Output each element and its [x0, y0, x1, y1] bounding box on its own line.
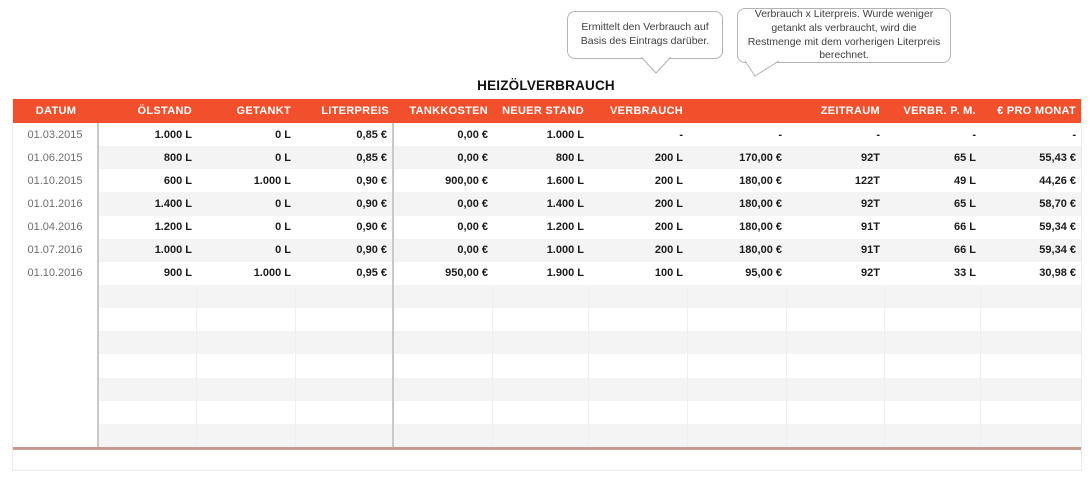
cell-oelstand[interactable]: 900 L [99, 262, 197, 285]
cell-zeitraum[interactable]: 91T [787, 216, 885, 239]
cell-getankt[interactable]: 0 L [197, 123, 296, 146]
cell-literpreis[interactable]: 0,90 € [296, 239, 394, 262]
empty-cell-zeitraum[interactable] [787, 331, 885, 354]
empty-cell-oelstand[interactable] [99, 424, 197, 447]
cell-eur-pro-monat[interactable]: 59,34 € [981, 216, 1081, 239]
cell-neuer-stand[interactable]: 800 L [493, 146, 589, 169]
empty-cell-literpreis[interactable] [296, 354, 394, 377]
empty-cell-verbrauch[interactable] [589, 308, 688, 331]
empty-cell-datum[interactable] [13, 378, 99, 401]
empty-cell-tankkosten[interactable] [394, 354, 493, 377]
empty-cell-getankt[interactable] [197, 424, 296, 447]
cell-verbrauch[interactable]: 200 L [589, 169, 688, 192]
footer-cell[interactable] [13, 450, 1081, 470]
col-header-literpreis[interactable]: LITERPREIS [296, 99, 394, 123]
empty-cell-verbrauch-eur[interactable] [688, 285, 787, 308]
cell-tankkosten[interactable]: 0,00 € [394, 192, 493, 215]
empty-cell-neuer-stand[interactable] [493, 401, 589, 424]
cell-datum[interactable]: 01.10.2016 [13, 262, 99, 285]
table-row [13, 169, 1081, 192]
empty-cell-neuer-stand[interactable] [493, 378, 589, 401]
empty-cell-zeitraum[interactable] [787, 308, 885, 331]
cell-getankt[interactable]: 1.000 L [197, 262, 296, 285]
empty-cell-zeitraum[interactable] [787, 378, 885, 401]
empty-cell-verbrauch-eur[interactable] [688, 378, 787, 401]
empty-cell-zeitraum[interactable] [787, 354, 885, 377]
empty-cell-verbr-p-m[interactable] [885, 308, 981, 331]
empty-cell-verbrauch-eur[interactable] [688, 424, 787, 447]
empty-cell-literpreis[interactable] [296, 331, 394, 354]
empty-cell-tankkosten[interactable] [394, 331, 493, 354]
cell-tankkosten[interactable]: 900,00 € [394, 169, 493, 192]
empty-cell-verbrauch[interactable] [589, 424, 688, 447]
empty-cell-verbrauch-eur[interactable] [688, 354, 787, 377]
empty-cell-verbrauch[interactable] [589, 354, 688, 377]
cell-oelstand[interactable]: 800 L [99, 146, 197, 169]
empty-cell-getankt[interactable] [197, 308, 296, 331]
cell-literpreis[interactable]: 0,85 € [296, 146, 394, 169]
empty-cell-tankkosten[interactable] [394, 424, 493, 447]
table-title: HEIZÖLVERBRAUCH [477, 78, 615, 93]
cell-verbr-p-m[interactable]: 33 L [885, 262, 981, 285]
table-row [13, 262, 1081, 285]
cell-datum[interactable]: 01.06.2015 [13, 146, 99, 169]
empty-cell-verbr-p-m[interactable] [885, 378, 981, 401]
cell-neuer-stand[interactable]: 1.200 L [493, 216, 589, 239]
col-header-verbrauch[interactable]: VERBRAUCH [589, 99, 688, 123]
empty-cell-literpreis[interactable] [296, 308, 394, 331]
header-row [13, 99, 1081, 123]
cell-getankt[interactable]: 0 L [197, 216, 296, 239]
empty-cell-eur-pro-monat[interactable] [981, 308, 1081, 331]
empty-cell-datum[interactable] [13, 401, 99, 424]
empty-cell-verbr-p-m[interactable] [885, 424, 981, 447]
cell-zeitraum[interactable]: 92T [787, 192, 885, 215]
empty-cell-datum[interactable] [13, 424, 99, 447]
empty-cell-oelstand[interactable] [99, 401, 197, 424]
cell-tankkosten[interactable]: 0,00 € [394, 216, 493, 239]
cell-datum[interactable]: 01.04.2016 [13, 216, 99, 239]
empty-row [13, 285, 1081, 308]
empty-cell-verbr-p-m[interactable] [885, 401, 981, 424]
cell-verbr-p-m[interactable]: 49 L [885, 169, 981, 192]
cell-getankt[interactable]: 0 L [197, 192, 296, 215]
col-header-oelstand[interactable]: ÖLSTAND [99, 99, 197, 123]
empty-row [13, 424, 1081, 447]
table-body [13, 123, 1081, 470]
cell-verbrauch-eur[interactable]: 180,00 € [688, 192, 787, 215]
empty-cell-tankkosten[interactable] [394, 285, 493, 308]
empty-cell-getankt[interactable] [197, 354, 296, 377]
cell-oelstand[interactable]: 1.000 L [99, 123, 197, 146]
cell-verbrauch-eur[interactable]: 95,00 € [688, 262, 787, 285]
footer-row [13, 450, 1081, 470]
cell-verbrauch[interactable]: 200 L [589, 216, 688, 239]
cell-getankt[interactable]: 1.000 L [197, 169, 296, 192]
cell-literpreis[interactable]: 0,95 € [296, 262, 394, 285]
cell-datum[interactable]: 01.03.2015 [13, 123, 99, 146]
cell-oelstand[interactable]: 1.200 L [99, 216, 197, 239]
col-header-datum[interactable]: DATUM [13, 99, 99, 123]
empty-cell-getankt[interactable] [197, 378, 296, 401]
cell-verbrauch-eur[interactable]: 170,00 € [688, 146, 787, 169]
empty-cell-verbr-p-m[interactable] [885, 285, 981, 308]
empty-cell-eur-pro-monat[interactable] [981, 285, 1081, 308]
cell-verbr-p-m[interactable]: 66 L [885, 216, 981, 239]
col-header-getankt[interactable]: GETANKT [197, 99, 296, 123]
col-header-verbrauch-eur[interactable] [688, 99, 787, 123]
cell-verbrauch[interactable]: 200 L [589, 192, 688, 215]
heizoel-table [12, 99, 1082, 471]
cell-neuer-stand[interactable]: 1.400 L [493, 192, 589, 215]
empty-cell-datum[interactable] [13, 308, 99, 331]
col-header-zeitraum[interactable]: ZEITRAUM [787, 99, 885, 123]
cell-zeitraum[interactable]: 91T [787, 239, 885, 262]
empty-cell-datum[interactable] [13, 331, 99, 354]
cell-literpreis[interactable]: 0,90 € [296, 192, 394, 215]
col-header-verbr-p-m[interactable]: VERBR. P. M. [885, 99, 981, 123]
cell-getankt[interactable]: 0 L [197, 146, 296, 169]
cell-eur-pro-monat[interactable]: 59,34 € [981, 239, 1081, 262]
table-row [13, 123, 1081, 146]
empty-cell-verbrauch[interactable] [589, 285, 688, 308]
empty-cell-zeitraum[interactable] [787, 424, 885, 447]
cell-datum[interactable]: 01.07.2016 [13, 239, 99, 262]
empty-row [13, 401, 1081, 424]
cell-verbrauch-eur[interactable]: 180,00 € [688, 239, 787, 262]
empty-cell-eur-pro-monat[interactable] [981, 401, 1081, 424]
cell-tankkosten[interactable]: 950,00 € [394, 262, 493, 285]
cell-datum[interactable]: 01.10.2015 [13, 169, 99, 192]
cell-tankkosten[interactable]: 0,00 € [394, 239, 493, 262]
empty-cell-neuer-stand[interactable] [493, 331, 589, 354]
empty-cell-literpreis[interactable] [296, 424, 394, 447]
empty-cell-literpreis[interactable] [296, 285, 394, 308]
cell-oelstand[interactable]: 1.400 L [99, 192, 197, 215]
empty-cell-neuer-stand[interactable] [493, 308, 589, 331]
empty-cell-literpreis[interactable] [296, 401, 394, 424]
cell-verbrauch[interactable]: 100 L [589, 262, 688, 285]
cell-literpreis[interactable]: 0,85 € [296, 123, 394, 146]
empty-cell-oelstand[interactable] [99, 308, 197, 331]
cell-literpreis[interactable]: 0,90 € [296, 169, 394, 192]
empty-cell-eur-pro-monat[interactable] [981, 424, 1081, 447]
cell-eur-pro-monat[interactable]: 55,43 € [981, 146, 1081, 169]
cell-tankkosten[interactable]: 0,00 € [394, 123, 493, 146]
cell-neuer-stand[interactable]: 1.600 L [493, 169, 589, 192]
empty-cell-zeitraum[interactable] [787, 285, 885, 308]
cell-datum[interactable]: 01.01.2016 [13, 192, 99, 215]
tooltip-tail-down-icon [640, 56, 672, 74]
empty-cell-getankt[interactable] [197, 401, 296, 424]
tooltip-kosten-text: Verbrauch x Literpreis. Wurde weniger getankt als verbraucht, wird die Restmenge mit dem vorherigen Literpreis berechnet. [747, 7, 941, 62]
cell-verbr-p-m[interactable]: 66 L [885, 239, 981, 262]
cell-verbr-p-m[interactable]: 65 L [885, 146, 981, 169]
cell-getankt[interactable]: 0 L [197, 239, 296, 262]
cell-tankkosten[interactable]: 0,00 € [394, 146, 493, 169]
empty-cell-neuer-stand[interactable] [493, 424, 589, 447]
cell-zeitraum[interactable]: - [787, 123, 885, 146]
cell-eur-pro-monat[interactable]: 30,98 € [981, 262, 1081, 285]
tooltip-tail-down-icon [744, 60, 780, 77]
empty-cell-tankkosten[interactable] [394, 378, 493, 401]
cell-oelstand[interactable]: 600 L [99, 169, 197, 192]
table-row [13, 192, 1081, 215]
empty-cell-oelstand[interactable] [99, 378, 197, 401]
cell-verbrauch-eur[interactable]: 180,00 € [688, 169, 787, 192]
empty-cell-oelstand[interactable] [99, 285, 197, 308]
empty-cell-neuer-stand[interactable] [493, 285, 589, 308]
empty-cell-verbrauch-eur[interactable] [688, 308, 787, 331]
cell-oelstand[interactable]: 1.000 L [99, 239, 197, 262]
cell-neuer-stand[interactable]: 1.000 L [493, 123, 589, 146]
col-header-tankkosten[interactable]: TANKKOSTEN [394, 99, 493, 123]
empty-cell-getankt[interactable] [197, 285, 296, 308]
empty-cell-literpreis[interactable] [296, 378, 394, 401]
cell-zeitraum[interactable]: 122T [787, 169, 885, 192]
empty-row [13, 354, 1081, 377]
empty-cell-eur-pro-monat[interactable] [981, 331, 1081, 354]
empty-cell-eur-pro-monat[interactable] [981, 378, 1081, 401]
empty-cell-datum[interactable] [13, 354, 99, 377]
cell-verbrauch-eur[interactable]: 180,00 € [688, 216, 787, 239]
col-header-neuer-stand[interactable]: NEUER STAND [493, 99, 589, 123]
cell-zeitraum[interactable]: 92T [787, 146, 885, 169]
empty-cell-eur-pro-monat[interactable] [981, 354, 1081, 377]
cell-eur-pro-monat[interactable]: 44,26 € [981, 169, 1081, 192]
empty-cell-verbrauch-eur[interactable] [688, 331, 787, 354]
empty-cell-verbrauch[interactable] [589, 378, 688, 401]
col-header-eur-pro-monat[interactable]: € PRO MONAT [981, 99, 1081, 123]
empty-cell-neuer-stand[interactable] [493, 354, 589, 377]
empty-row [13, 331, 1081, 354]
empty-cell-getankt[interactable] [197, 331, 296, 354]
empty-cell-tankkosten[interactable] [394, 401, 493, 424]
empty-cell-verbrauch[interactable] [589, 401, 688, 424]
cell-eur-pro-monat[interactable]: - [981, 123, 1081, 146]
empty-cell-zeitraum[interactable] [787, 401, 885, 424]
empty-row [13, 378, 1081, 401]
empty-cell-verbr-p-m[interactable] [885, 331, 981, 354]
cell-eur-pro-monat[interactable]: 58,70 € [981, 192, 1081, 215]
table-row [13, 216, 1081, 239]
table-row [13, 146, 1081, 169]
empty-cell-verbrauch[interactable] [589, 331, 688, 354]
empty-cell-oelstand[interactable] [99, 354, 197, 377]
cell-neuer-stand[interactable]: 1.000 L [493, 239, 589, 262]
empty-cell-oelstand[interactable] [99, 331, 197, 354]
cell-verbrauch-eur[interactable]: - [688, 123, 787, 146]
tooltip-kosten [737, 8, 951, 63]
cell-verbr-p-m[interactable]: - [885, 123, 981, 146]
empty-cell-datum[interactable] [13, 285, 99, 308]
cell-verbrauch[interactable]: - [589, 123, 688, 146]
cell-neuer-stand[interactable]: 1.900 L [493, 262, 589, 285]
tooltip-verbrauch-text: Ermittelt den Verbrauch auf Basis des Eintrags darüber. [580, 21, 710, 47]
cell-zeitraum[interactable]: 92T [787, 262, 885, 285]
cell-literpreis[interactable]: 0,90 € [296, 216, 394, 239]
empty-cell-tankkosten[interactable] [394, 308, 493, 331]
empty-cell-verbr-p-m[interactable] [885, 354, 981, 377]
empty-cell-verbrauch-eur[interactable] [688, 401, 787, 424]
cell-verbrauch[interactable]: 200 L [589, 146, 688, 169]
tooltip-verbrauch [567, 11, 723, 59]
empty-row [13, 308, 1081, 331]
cell-verbr-p-m[interactable]: 65 L [885, 192, 981, 215]
table-row [13, 239, 1081, 262]
cell-verbrauch[interactable]: 200 L [589, 239, 688, 262]
